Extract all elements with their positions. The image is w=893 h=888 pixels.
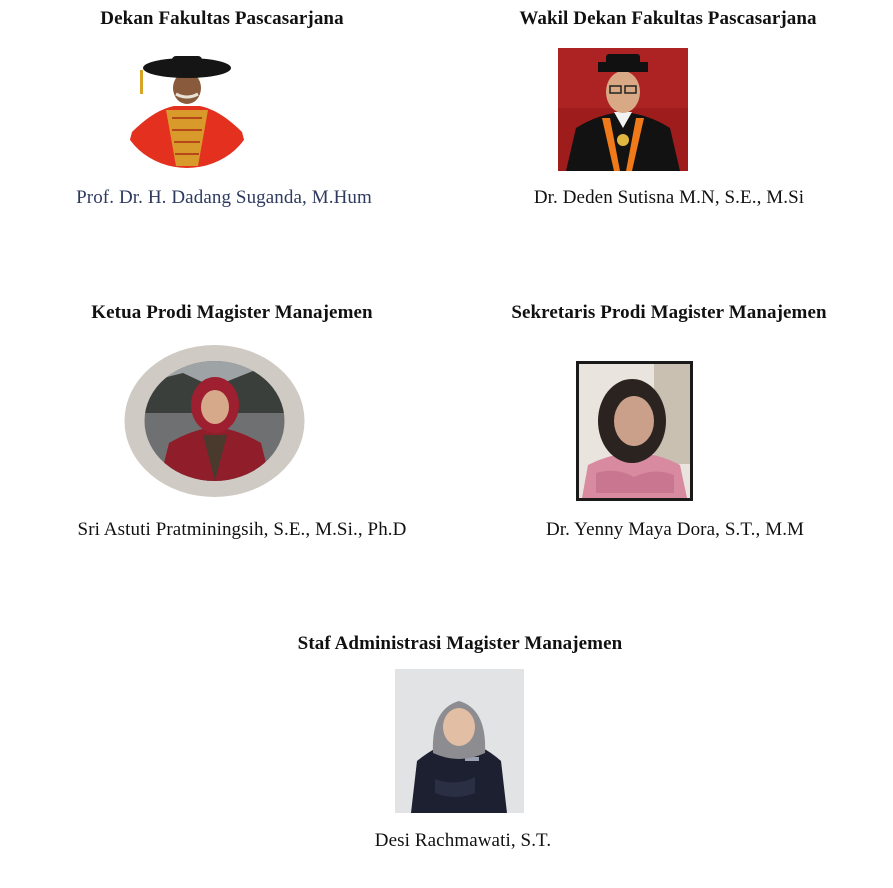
wakil-dekan-name: Dr. Deden Sutisna M.N, S.E., M.Si: [533, 187, 805, 208]
sekretaris-prodi-photo: [576, 361, 693, 501]
dekan-name: Prof. Dr. H. Dadang Suganda, M.Hum: [76, 187, 372, 208]
wakil-dekan-heading: Wakil Dekan Fakultas Pascasarjana: [519, 8, 817, 29]
sekretaris-prodi-heading: Sekretaris Prodi Magister Manajemen: [511, 302, 827, 323]
ketua-prodi-heading: Ketua Prodi Magister Manajemen: [91, 302, 373, 323]
dekan-photo: [118, 48, 256, 170]
wakil-dekan-photo: [558, 48, 688, 171]
dekan-heading: Dekan Fakultas Pascasarjana: [100, 8, 344, 29]
staf-admin-heading: Staf Administrasi Magister Manajemen: [297, 633, 623, 654]
staf-admin-name: Desi Rachmawati, S.T.: [374, 830, 552, 851]
ketua-prodi-name: Sri Astuti Pratminingsih, S.E., M.Si., Ph.D: [77, 519, 407, 540]
sekretaris-prodi-name: Dr. Yenny Maya Dora, S.T., M.M: [545, 519, 805, 540]
staf-admin-photo: [395, 669, 524, 813]
ketua-prodi-photo: [123, 343, 306, 499]
